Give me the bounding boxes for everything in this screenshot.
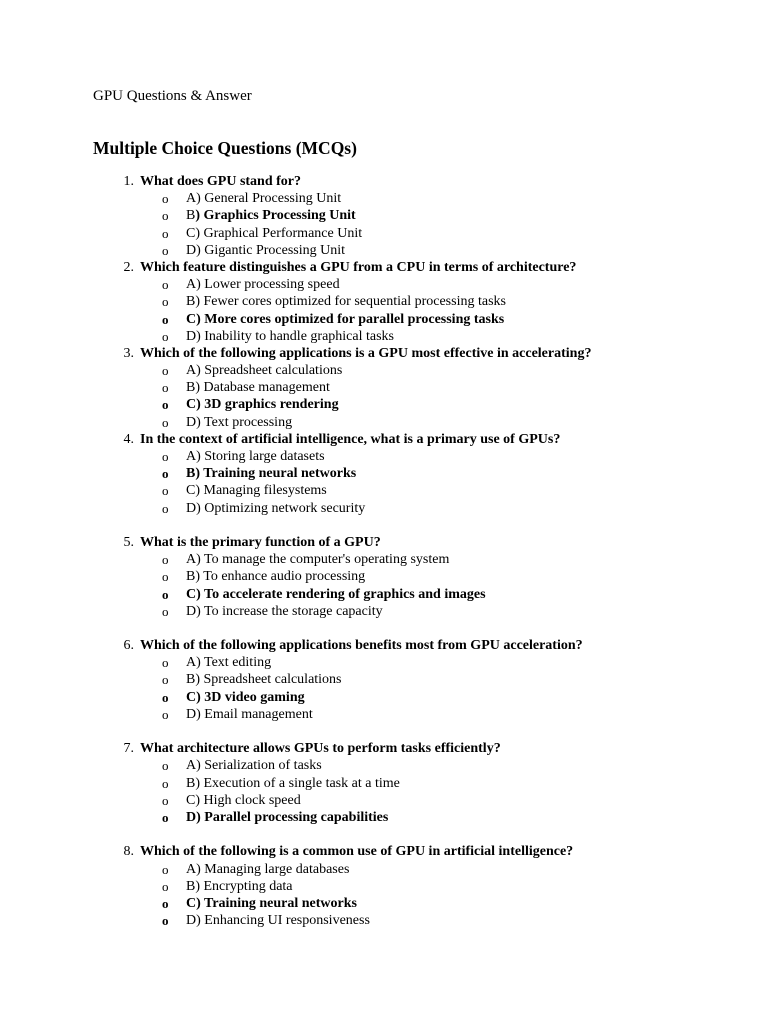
question-text: Which of the following is a common use of GPU in artificial intelligence? — [140, 844, 574, 860]
answer-option — [0, 551, 768, 568]
spacer — [0, 826, 768, 843]
bullet-icon: o — [162, 861, 169, 877]
answer-option — [0, 568, 768, 585]
option-text: A) Text editing — [186, 655, 272, 671]
bullet-icon: o — [162, 586, 169, 602]
option-text: C) Graphical Performance Unit — [186, 225, 363, 241]
option-text: B) Fewer cores optimized for sequential processing tasks — [186, 294, 506, 310]
question-item — [0, 173, 768, 259]
question-text: Which of the following applications is a GPU most effective in accelerating? — [140, 345, 592, 361]
answer-option — [0, 706, 768, 723]
bullet-icon: o — [162, 758, 169, 774]
answer-option — [0, 311, 768, 328]
answer-option — [0, 603, 768, 620]
option-text: A) Spreadsheet calculations — [186, 363, 343, 379]
spacer — [0, 723, 768, 740]
answer-option — [0, 809, 768, 826]
question-line — [0, 173, 768, 190]
question-text: What does GPU stand for? — [140, 174, 302, 189]
option-text: C) High clock speed — [186, 792, 301, 808]
answer-option — [0, 379, 768, 396]
answer-option — [0, 362, 768, 379]
option-text: C) Managing filesystems — [186, 483, 327, 499]
answer-option — [0, 775, 768, 792]
bullet-icon: o — [162, 913, 169, 929]
spacer — [0, 620, 768, 637]
bullet-icon: o — [162, 552, 169, 568]
bullet-icon: o — [162, 483, 169, 499]
bullet-icon: o — [162, 225, 169, 241]
option-text — [186, 207, 356, 224]
bullet-icon: o — [162, 449, 169, 464]
question-item — [0, 740, 768, 843]
question-text: In the context of artificial intelligence, what is a primary use of GPUs? — [140, 431, 561, 447]
answer-option — [0, 448, 768, 465]
question-number: 6. — [123, 638, 134, 654]
option-text: C) 3D graphics rendering — [186, 397, 339, 413]
bullet-icon: o — [162, 895, 169, 911]
option-text: D) Optimizing network security — [186, 500, 366, 516]
bullet-icon: o — [162, 466, 169, 482]
question-line — [0, 843, 768, 860]
document-title: GPU Questions & Answer — [93, 88, 252, 104]
option-text: D) Text processing — [186, 414, 293, 430]
section-heading: Multiple Choice Questions (MCQs) — [93, 138, 357, 158]
option-text: C) To accelerate rendering of graphics and images — [186, 586, 486, 602]
option-text: A) To manage the computer's operating system — [186, 552, 450, 568]
answer-option — [0, 792, 768, 809]
bullet-icon: o — [162, 792, 169, 808]
bullet-icon: o — [162, 397, 169, 413]
answer-option — [0, 396, 768, 413]
bullet-icon: o — [162, 294, 169, 310]
question-number: 3. — [123, 345, 134, 361]
answer-option — [0, 861, 768, 878]
question-item — [0, 345, 768, 431]
spacer — [0, 517, 768, 534]
bullet-icon: o — [162, 706, 169, 722]
option-text: B) Training neural networks — [186, 466, 357, 482]
option-text: D) To increase the storage capacity — [186, 603, 383, 619]
question-item — [0, 843, 768, 929]
answer-option — [0, 895, 768, 912]
question-number: 8. — [123, 844, 134, 860]
option-text: B) Execution of a single task at a time — [186, 775, 400, 791]
answer-option — [0, 465, 768, 482]
option-answer-text: ) Graphics Processing Unit — [195, 208, 356, 224]
answer-option — [0, 190, 768, 207]
bullet-icon: o — [162, 878, 169, 894]
bullet-icon: o — [162, 775, 169, 791]
question-line — [0, 259, 768, 276]
answer-option — [0, 482, 768, 499]
option-text: A) Lower processing speed — [186, 277, 340, 293]
bullet-icon: o — [162, 672, 169, 688]
option-text: B) Encrypting data — [186, 878, 293, 894]
bullet-icon: o — [162, 277, 169, 293]
question-text: What architecture allows GPUs to perform tasks efficiently? — [140, 741, 501, 757]
option-text: B) Database management — [186, 380, 330, 396]
option-text: A) Serialization of tasks — [186, 758, 322, 774]
question-number: 4. — [123, 431, 134, 447]
answer-option — [0, 414, 768, 431]
question-line — [0, 637, 768, 654]
bullet-icon: o — [162, 414, 169, 430]
option-text: C) More cores optimized for parallel processing tasks — [186, 311, 505, 327]
answer-option — [0, 276, 768, 293]
answer-option — [0, 654, 768, 671]
option-text: C) 3D video gaming — [186, 689, 305, 705]
answer-option — [0, 586, 768, 603]
question-number: 5. — [123, 534, 134, 550]
answer-option — [0, 242, 768, 259]
answer-option — [0, 757, 768, 774]
question-item — [0, 431, 768, 534]
bullet-icon: o — [162, 500, 169, 516]
bullet-icon: o — [162, 191, 169, 207]
question-item — [0, 259, 768, 345]
bullet-icon: o — [162, 603, 169, 619]
bullet-icon: o — [162, 809, 169, 825]
bullet-icon: o — [162, 328, 169, 344]
bullet-icon: o — [162, 655, 169, 671]
answer-option — [0, 225, 768, 242]
option-text: A) Storing large datasets — [186, 449, 325, 464]
question-list — [0, 173, 768, 929]
option-text: D) Gigantic Processing Unit — [186, 242, 346, 258]
option-text: B) Spreadsheet calculations — [186, 672, 342, 688]
answer-option — [0, 328, 768, 345]
bullet-icon: o — [162, 689, 169, 705]
question-number: 7. — [123, 741, 134, 757]
answer-option — [0, 207, 768, 224]
question-line — [0, 345, 768, 362]
bullet-icon: o — [162, 363, 169, 379]
option-text: D) Email management — [186, 706, 313, 722]
option-text: D) Inability to handle graphical tasks — [186, 328, 394, 344]
question-line — [0, 740, 768, 757]
option-text: A) Managing large databases — [186, 861, 350, 877]
bullet-icon: o — [162, 208, 169, 224]
option-text: D) Enhancing UI responsiveness — [186, 913, 370, 929]
bullet-icon: o — [162, 569, 169, 585]
question-line — [0, 431, 768, 448]
answer-option — [0, 671, 768, 688]
question-text: What is the primary function of a GPU? — [140, 534, 381, 550]
option-text: A) General Processing Unit — [186, 191, 342, 207]
answer-option — [0, 500, 768, 517]
answer-option — [0, 912, 768, 929]
question-text: Which feature distinguishes a GPU from a CPU in terms of architecture? — [140, 259, 577, 275]
option-text: C) Training neural networks — [186, 895, 357, 911]
option-text: D) Parallel processing capabilities — [186, 809, 389, 825]
question-item — [0, 637, 768, 740]
answer-option — [0, 293, 768, 310]
question-item — [0, 534, 768, 637]
option-letter: B — [186, 208, 196, 224]
option-text: B) To enhance audio processing — [186, 569, 366, 585]
question-number: 2. — [123, 259, 134, 275]
question-line — [0, 534, 768, 551]
question-text: Which of the following applications benefits most from GPU acceleration? — [140, 638, 583, 654]
question-number: 1. — [123, 174, 134, 189]
bullet-icon: o — [162, 380, 169, 396]
bullet-icon: o — [162, 311, 169, 327]
answer-option — [0, 689, 768, 706]
bullet-icon: o — [162, 242, 169, 258]
answer-option — [0, 878, 768, 895]
